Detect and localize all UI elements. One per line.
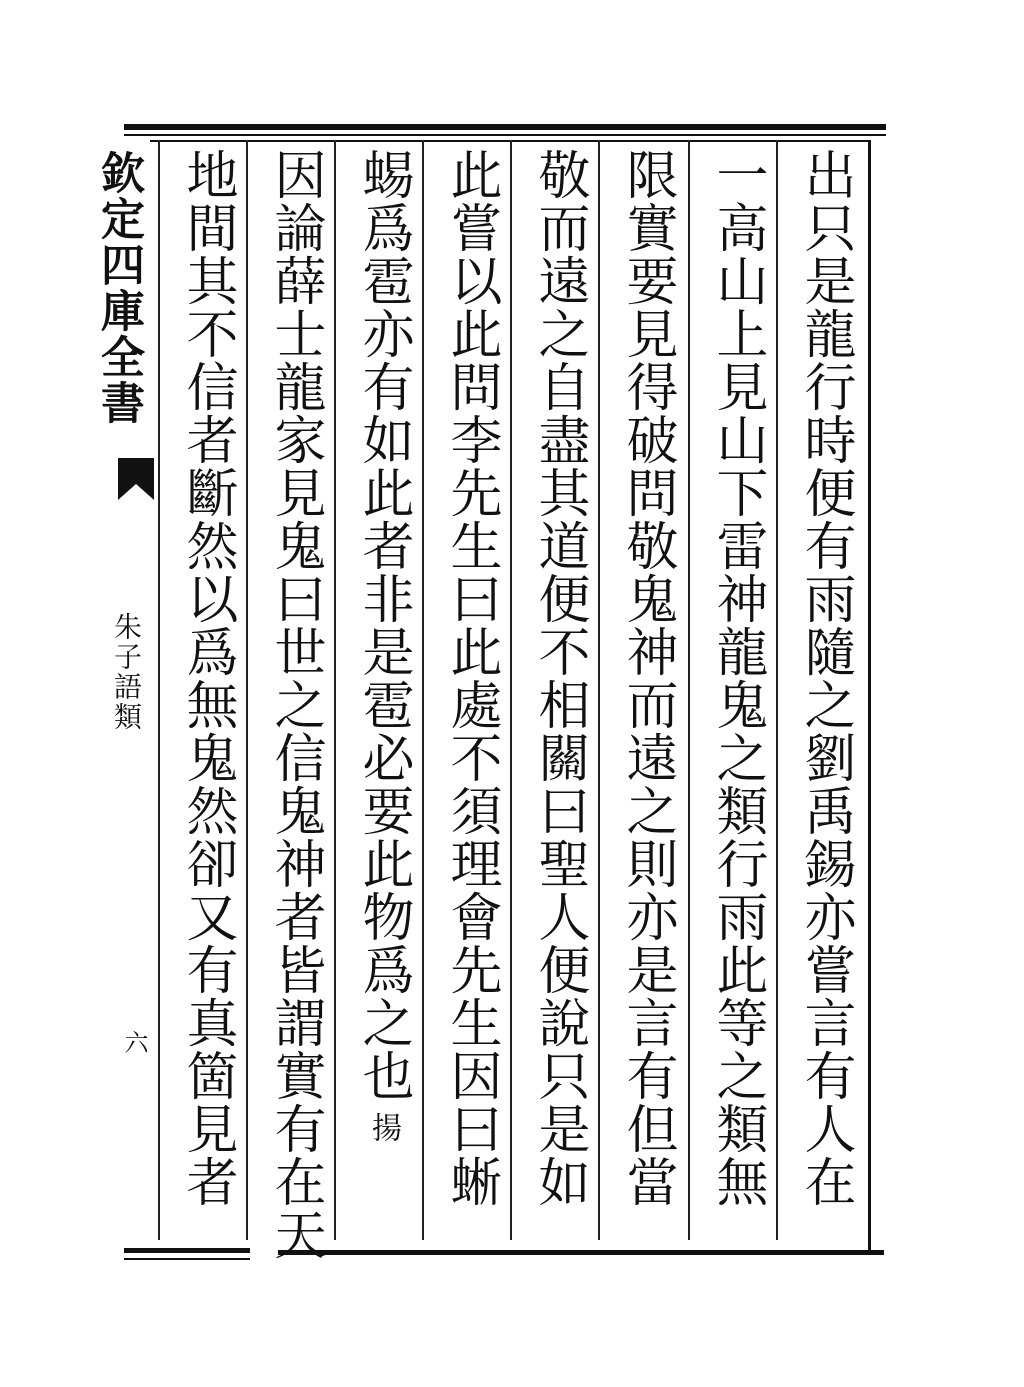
column-text: 地間其不信者斷然以爲無鬼然卻又有真箇見者 bbox=[177, 148, 237, 1208]
text-column-1 bbox=[782, 148, 868, 1240]
right-border bbox=[868, 140, 871, 1250]
column-text: 此嘗以此問李先生曰此處不須理會先生因曰蜥 bbox=[441, 148, 501, 1208]
speaker-note: 揚 bbox=[366, 1112, 401, 1143]
text-column-6 bbox=[340, 148, 426, 1240]
fish-tail-mark-icon bbox=[118, 458, 154, 500]
bottom-border-left bbox=[124, 1248, 250, 1253]
text-column-4 bbox=[516, 148, 602, 1240]
column-text: 出只是龍行時便有雨隨之劉禹錫亦嘗言有人在 bbox=[795, 148, 855, 1208]
text-column-5 bbox=[428, 148, 514, 1240]
collection-title: 欽定四庫全書 bbox=[93, 150, 144, 426]
text-column-2 bbox=[694, 148, 780, 1240]
bottom-border-left-thin bbox=[124, 1258, 250, 1260]
column-text: 限實要見得破問敬鬼神而遠之則亦是言有但當 bbox=[617, 148, 677, 1208]
top-border-thin bbox=[124, 134, 886, 136]
page-number: 六 bbox=[120, 1030, 148, 1054]
column-text: 蜴爲雹亦有如此者非是雹必要此物爲之也 bbox=[353, 148, 413, 1102]
text-column-3 bbox=[604, 148, 690, 1240]
column-text: 敬而遠之自盡其道便不相關曰聖人便說只是如 bbox=[529, 148, 589, 1208]
text-column-8 bbox=[164, 148, 250, 1240]
top-border-thick bbox=[124, 124, 886, 130]
text-column-7 bbox=[252, 148, 338, 1261]
column-text: 一高山上見山下雷神龍鬼之類行雨此等之類無 bbox=[707, 148, 767, 1208]
margin-divider bbox=[158, 140, 160, 1240]
bottom-border-right bbox=[278, 1250, 884, 1255]
column-text: 因論薛士龍家見鬼曰世之信鬼神者皆謂實有在天 bbox=[265, 148, 325, 1261]
book-title: 朱子語類 bbox=[110, 612, 143, 732]
